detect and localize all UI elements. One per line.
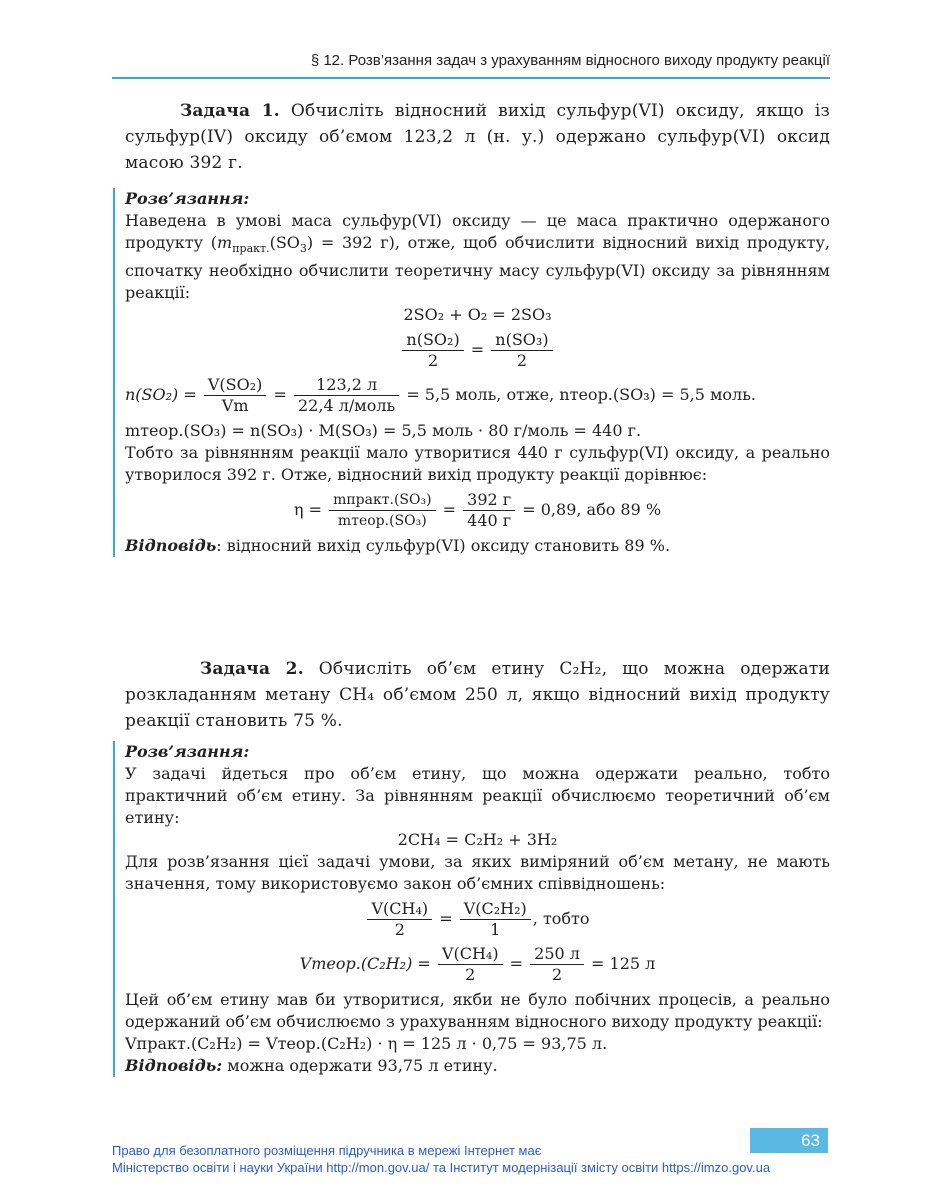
task2-solution-label: Розв’язання:: [125, 742, 250, 761]
task2-reaction-equation: 2CH₄ = C₂H₂ + 3H₂: [397, 830, 558, 849]
task1-statement: [125, 98, 830, 176]
task2-solution: [113, 741, 830, 1077]
task2-theoretical-volume: Vтеор.(C₂H₂) = $\frac{\text{V(CH₄)}}{2}$ = $\frac{250 л}{2}$ = 125 л: [299, 944, 656, 984]
task1-mole-ratio: $\frac{\text{n(SO₂)}}{2}$ = $\frac{\text{n(SO₃)}}{2}$: [125, 330, 830, 371]
task2-label: Задача 2.: [199, 659, 304, 679]
page-number: 63: [750, 1128, 828, 1153]
task2-volume-ratio: $\frac{\text{V(CH₄)}}{2}$ = $\frac{\text{V(C₂H₂)}}{1}$ , тобто: [125, 899, 830, 940]
task2-statement: [125, 656, 830, 734]
footer-line-2: Міністерство освіти і науки України http://mon.gov.ua/ та Інститут модернізації змісту освіти https://imzo.gov.ua: [112, 1160, 771, 1175]
task1-text: Обчисліть відносний вихід сульфур(VI) оксиду, якщо із сульфур(IV) оксиду об’ємом 123,2 л (н. у.) одержано сульфур(VI) оксид масою 392 г.: [125, 101, 831, 173]
task1-moles-calc: n(SO₂) = $\frac{\text{V(SO₂)}}{Vm}$ = $\frac{123,2 л}{\text{22,4 л/моль}}$ = 5,5 моль, отже, nтеор.(SO₃) = 5,5 моль.: [125, 375, 757, 416]
task2-text: Обчисліть об’єм етину C₂H₂, що можна одержати розкладанням метану CH₄ об’ємом 250 л, якщо відносний вихід продукту реакції становить 75 %.: [125, 659, 830, 731]
task1-reaction-equation: 2SO₂ + O₂ = 2SO₃: [403, 305, 552, 325]
task1-solution: [113, 188, 830, 557]
task2-paragraph-1: У задачі йдеться про об’єм етину, що можна одержати реально, тобто практичний об’єм етину. За рівнянням реакції обчислюємо теоретичний об’єм етину:: [125, 764, 830, 827]
task1-paragraph-1: Наведена в умові маса сульфур(VI) оксиду — це маса практично одержаного продукту ($m_{практ.}(SO_3) = 392$ г), отже, щоб обчислити відносний вихід продукту, спочатку необхідно обчислити теоретичну масу сульфур(VI) оксиду за рівнянням реакції:: [125, 211, 830, 303]
task2-practical-volume: Vпракт.(C₂H₂) = Vтеор.(C₂H₂) · η = 125 л · 0,75 = 93,75 л.: [125, 1034, 608, 1053]
task2-paragraph-3: Цей об’єм етину мав би утворитися, якби не було побічних процесів, а реально одержаний об’єм обчислюємо з урахуванням відносного виходу продукту реакції:: [125, 990, 830, 1031]
running-header: § 12. Розв’язання задач з урахуванням відносного виходу продукту реакції: [310, 52, 830, 69]
task2-paragraph-2: Для розв’язання цієї задачі умови, за яких виміряний об’єм метану, не мають значення, тому використовуємо закон об’ємних співвідношень:: [125, 852, 830, 893]
task1-yield-calc: η = $\frac{\text{mпракт.(SO₃)}}{\text{mтеор.(SO₃)}}$ = $\frac{392 г}{440 г}$ = 0,89, або 89 %: [293, 490, 662, 531]
header-rule: [112, 77, 830, 79]
footer-line-1: Право для безоплатного розміщення підручника в мережі Інтернет має: [112, 1143, 542, 1158]
footer-notice: [112, 1142, 770, 1176]
task1-mass-calc: mтеор.(SO₃) = n(SO₃) · M(SO₃) = 5,5 моль · 80 г/моль = 440 г.: [125, 421, 642, 441]
task1-paragraph-2: Тобто за рівнянням реакції мало утворитися 440 г сульфур(VI) оксиду, а реально утворилося 392 г. Отже, відносний вихід продукту реакції дорівнює:: [125, 443, 830, 485]
task1-label: Задача 1.: [179, 101, 280, 121]
task2-answer: Відповідь: можна одержати 93,75 л етину.: [125, 1056, 498, 1075]
task1-solution-label: Розв’язання:: [125, 189, 250, 208]
task1-answer: Відповідь: відносний вихід сульфур(VI) оксиду становить 89 %.: [125, 536, 671, 556]
